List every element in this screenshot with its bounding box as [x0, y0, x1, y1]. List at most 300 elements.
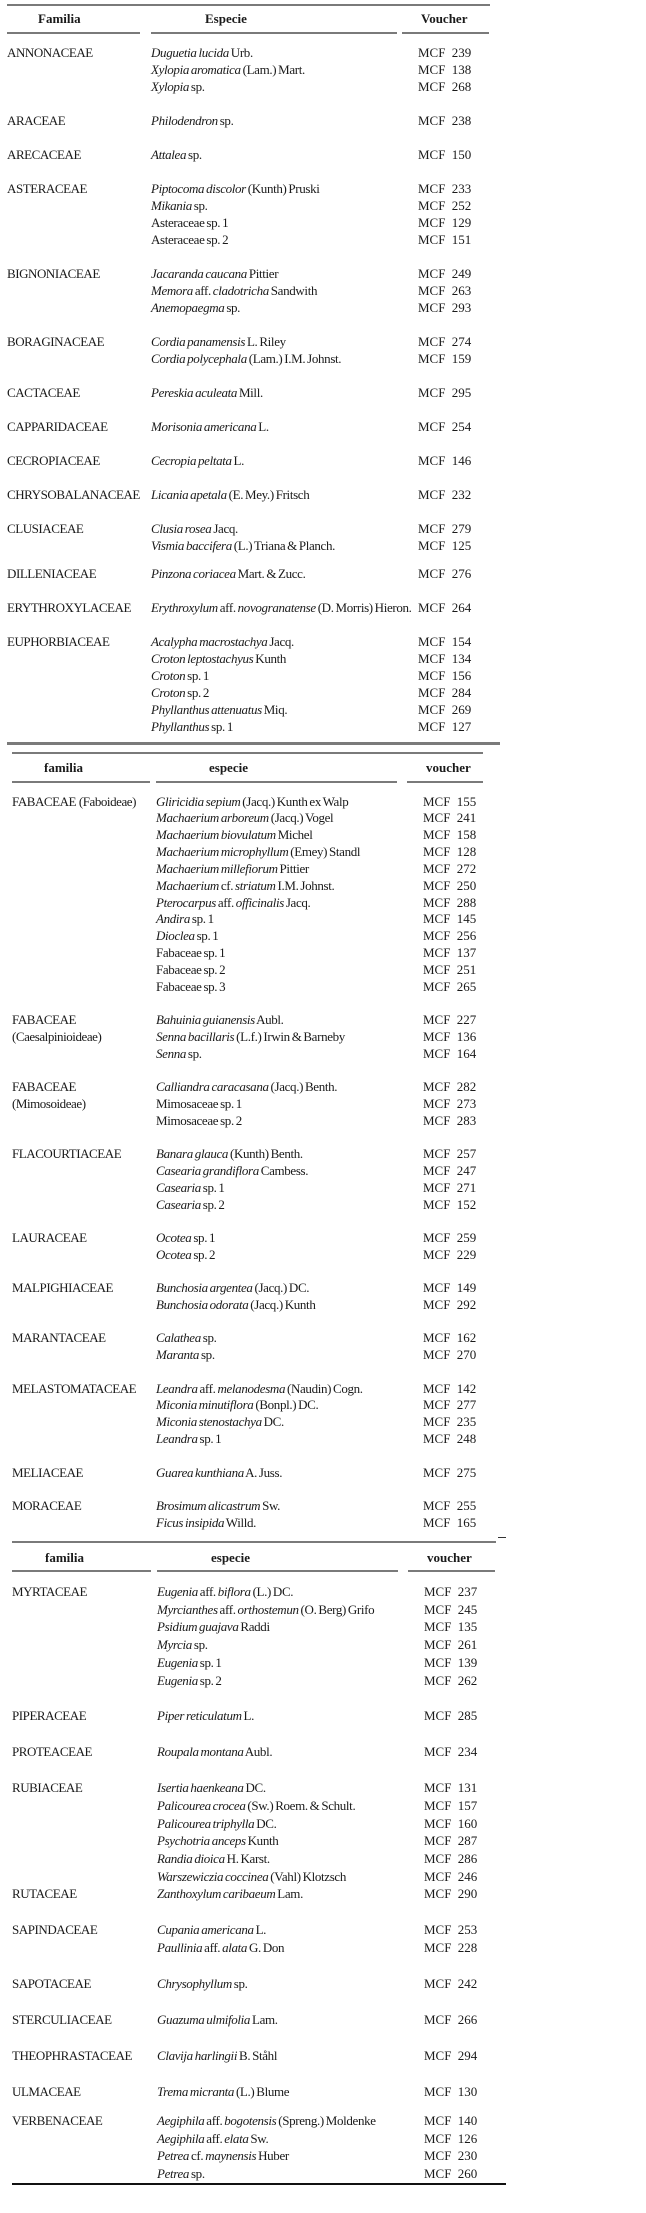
species-epithet-italic: Myrcianthes	[157, 1601, 218, 1617]
species-author-text: aff.	[217, 599, 238, 615]
voucher-number: MCF 293	[418, 299, 472, 315]
table-row	[0, 979, 646, 996]
species-epithet-italic: Casearia	[156, 1196, 201, 1212]
species-name	[151, 667, 414, 684]
species-name	[156, 861, 419, 878]
species-epithet-italic: Attalea	[151, 146, 187, 162]
table-row	[0, 418, 646, 435]
voucher-number: MCF 159	[418, 350, 472, 366]
voucher-number: MCF 151	[418, 231, 472, 247]
species-name	[156, 827, 419, 844]
species-epithet-italic: Zanthoxylum caribaeum	[157, 1886, 276, 1902]
table-row	[0, 810, 646, 827]
species-name	[157, 1618, 420, 1636]
table-row	[0, 1347, 646, 1364]
species-name	[151, 180, 414, 197]
table-row	[0, 650, 646, 667]
species-author-text: (Jacq.) Kunth ex Walp	[240, 793, 349, 809]
species-name	[151, 684, 414, 701]
species-name	[157, 1743, 420, 1761]
species-name	[151, 112, 414, 129]
species-author-text: aff.	[202, 1940, 223, 1956]
species-name	[156, 945, 419, 962]
table-row	[0, 1975, 646, 1993]
voucher-number: MCF 146	[418, 452, 472, 468]
species-author-text: (Jacq.) Vogel	[268, 810, 334, 826]
species-epithet-italic: Mikania	[151, 197, 192, 213]
header-rule	[408, 1570, 495, 1572]
species-name	[151, 384, 414, 401]
species-name	[156, 1230, 419, 1247]
table-row	[0, 1197, 646, 1214]
species-name	[151, 452, 414, 469]
species-epithet-italic: Machaerium	[156, 877, 219, 893]
species-epithet-italic: Cordia panamensis	[151, 333, 246, 349]
family-name: LAURACEAE	[12, 1230, 87, 1246]
species-author-text: Urb.	[228, 44, 253, 60]
species-name	[151, 633, 414, 650]
voucher-number: MCF 248	[423, 1431, 477, 1447]
species-author-text: (L.) Blume	[234, 2083, 290, 2099]
voucher-number: MCF 233	[418, 180, 472, 196]
table-row	[0, 1330, 646, 1347]
table-row	[0, 599, 646, 616]
species-author-text: aff.	[215, 894, 236, 910]
family-group	[0, 1498, 646, 1532]
species-author-text: sp. 1	[190, 911, 214, 927]
family-name: CLUSIACEAE	[7, 520, 84, 536]
column-header-especie: especie	[211, 1550, 250, 1565]
table-row	[0, 2112, 646, 2130]
species-name	[157, 2112, 420, 2130]
voucher-number: MCF 265	[423, 978, 477, 994]
table-row	[0, 1850, 646, 1868]
species-epithet-italic: Clusia rosea	[151, 520, 212, 536]
table-row	[0, 565, 646, 582]
species-epithet-italic: Anemopaegma	[151, 299, 225, 315]
species-name	[151, 650, 414, 667]
species-epithet-italic: Psychotria anceps	[157, 1833, 246, 1849]
table-row	[0, 1163, 646, 1180]
family-group	[0, 1280, 646, 1314]
species-author-text: Jacq.	[211, 520, 238, 536]
species-author-text: cf.	[189, 2148, 206, 2164]
species-name	[151, 333, 414, 350]
table-top-rule	[12, 752, 483, 754]
species-author-text: Fabaceae sp. 2	[156, 961, 226, 977]
family-name: CECROPIACEAE	[7, 452, 100, 468]
voucher-number: MCF 128	[423, 844, 477, 860]
species-name	[157, 1636, 420, 1654]
family-name: SAPINDACEAE	[12, 1922, 98, 1938]
species-author-text: sp.	[186, 1045, 202, 1061]
species-author-text: aff.	[197, 1584, 218, 1599]
species-epithet-italic: novogranatense	[237, 599, 316, 615]
voucher-number: MCF 137	[423, 945, 477, 961]
species-name	[151, 418, 414, 435]
family-group	[0, 1885, 646, 1903]
species-author-text: Willd.	[224, 1514, 257, 1530]
voucher-number: MCF 275	[423, 1464, 477, 1480]
family-group	[0, 146, 646, 163]
species-author-text: DC.	[254, 1815, 277, 1831]
family-group	[0, 2112, 646, 2183]
species-epithet-italic: Cordia polycephala	[151, 350, 247, 366]
table-row	[0, 928, 646, 945]
species-name	[151, 214, 414, 231]
table-row	[0, 112, 646, 129]
species-name	[156, 1397, 419, 1414]
species-name	[156, 1247, 419, 1264]
species-author-text: A. Juss.	[243, 1464, 283, 1480]
species-epithet-italic: Aegiphila	[157, 2130, 205, 2146]
table-row	[0, 1431, 646, 1448]
species-author-text: (Vahl) Klotzsch	[268, 1868, 347, 1884]
species-name	[157, 2130, 420, 2148]
species-name	[156, 1347, 419, 1364]
species-epithet-italic: Gliricidia sepium	[156, 793, 241, 809]
header-rule	[157, 1570, 398, 1572]
species-author-text: Sw.	[260, 1498, 281, 1513]
species-author-text: (L.) Triana & Planch.	[231, 537, 336, 553]
table-row	[0, 1939, 646, 1957]
species-name	[151, 350, 414, 367]
family-name: EUPHORBIACEAE	[7, 633, 110, 649]
species-epithet-italic: cladotricha	[212, 282, 269, 298]
table-row	[0, 1498, 646, 1515]
species-epithet-italic: maynensis	[205, 2148, 257, 2164]
voucher-number: MCF 238	[418, 112, 472, 128]
species-author-text: sp.	[199, 1347, 215, 1363]
species-name	[157, 1707, 420, 1725]
species-epithet-italic: Paullinia	[157, 1940, 203, 1956]
table-row	[0, 146, 646, 163]
species-epithet-italic: Machaerium microphyllum	[156, 844, 289, 860]
table-row	[0, 1583, 646, 1601]
species-author-text: I.M. Johnst.	[275, 877, 335, 893]
voucher-number: MCF 142	[423, 1380, 477, 1396]
species-epithet-italic: Leandra	[156, 1380, 198, 1396]
species-epithet-italic: Eugenia	[157, 1584, 198, 1599]
family-name: MALPIGHIACEAE	[12, 1280, 114, 1296]
voucher-number: MCF 268	[418, 78, 472, 94]
species-author-text: Jacq.	[267, 633, 294, 649]
species-author-text: sp. 1	[194, 928, 219, 944]
voucher-number: MCF 138	[418, 61, 472, 77]
species-epithet-italic: Bunchosia argentea	[156, 1280, 253, 1296]
species-author-text: sp.	[186, 146, 202, 162]
voucher-number: MCF 279	[418, 520, 472, 536]
species-author-text: Sw.	[248, 2130, 269, 2146]
voucher-number: MCF 263	[418, 282, 472, 298]
table-row	[0, 1414, 646, 1431]
voucher-number: MCF 252	[418, 197, 472, 213]
species-epithet-italic: Vismia baccifera	[151, 537, 232, 553]
voucher-number: MCF 270	[423, 1347, 477, 1363]
voucher-number: MCF 237	[424, 1584, 478, 1599]
voucher-number: MCF 256	[423, 928, 477, 944]
table-bottom-rule	[12, 1541, 496, 1543]
species-name	[156, 1498, 419, 1515]
family-name: FLACOURTIACEAE	[12, 1146, 122, 1162]
species-author-text: aff.	[217, 1601, 238, 1617]
rule-dash	[498, 1537, 506, 1538]
family-group	[0, 1465, 646, 1482]
species-author-text: Huber	[256, 2148, 289, 2164]
table-row	[0, 520, 646, 537]
voucher-number: MCF 156	[418, 667, 472, 683]
species-author-text: (L.) DC.	[250, 1584, 294, 1599]
species-name	[156, 844, 419, 861]
species-author-text: Fabaceae sp. 1	[156, 945, 226, 961]
family-group	[0, 384, 646, 401]
species-name	[157, 1885, 420, 1903]
species-epithet-italic: Randia dioica	[157, 1851, 225, 1867]
species-epithet-italic: Jacaranda caucana	[151, 265, 247, 281]
species-epithet-italic: Duguetia lucida	[151, 44, 229, 60]
column-header-voucher: Voucher	[421, 11, 468, 26]
species-name	[156, 1180, 419, 1197]
table-row	[0, 844, 646, 861]
table-row	[0, 2083, 646, 2101]
species-author-text: aff.	[204, 2112, 225, 2128]
species-name	[157, 2147, 420, 2165]
species-epithet-italic: Phyllanthus	[151, 718, 210, 734]
table-row	[0, 282, 646, 299]
species-name	[151, 44, 414, 61]
family-group	[0, 599, 646, 616]
table-row	[0, 1465, 646, 1482]
table-row	[0, 1921, 646, 1939]
family-group	[0, 265, 646, 316]
species-epithet-italic: Calathea	[156, 1330, 201, 1346]
table-body	[0, 794, 646, 1532]
species-author-text: DC.	[261, 1414, 284, 1430]
species-author-text: Raddi	[238, 1619, 270, 1635]
species-name	[157, 1601, 420, 1619]
table-row	[0, 1146, 646, 1163]
species-epithet-italic: Memora	[151, 282, 193, 298]
species-author-text: sp.	[224, 299, 241, 315]
table-row	[0, 1636, 646, 1654]
species-author-text: sp. 2	[200, 1196, 225, 1212]
species-name	[156, 1096, 419, 1113]
voucher-number: MCF 131	[424, 1780, 478, 1796]
species-author-text: sp. 1	[185, 667, 209, 683]
species-epithet-italic: Machaerium arboreum	[156, 810, 269, 826]
species-name	[156, 1297, 419, 1314]
family-group	[0, 1975, 646, 1993]
species-name	[156, 1280, 419, 1297]
family-name: FABACEAE (Caesalpinioideae)	[12, 1012, 102, 1044]
species-author-text: Mimosaceae sp. 1	[156, 1096, 242, 1111]
voucher-number: MCF 160	[424, 1815, 478, 1831]
family-group	[0, 418, 646, 435]
species-epithet-italic: Xylopia aromatica	[151, 61, 241, 77]
species-author-text: (Bonpl.) DC.	[253, 1397, 319, 1413]
table-row	[0, 962, 646, 979]
species-epithet-italic: Brosimum alicastrum	[156, 1498, 261, 1513]
species-epithet-italic: Senna	[156, 1045, 187, 1061]
family-group	[0, 1779, 646, 1885]
species-name	[151, 565, 414, 582]
species-epithet-italic: Miconia stenostachya	[156, 1414, 262, 1430]
species-name	[156, 794, 419, 811]
table-row	[0, 1779, 646, 1797]
table-row	[0, 1247, 646, 1264]
species-epithet-italic: Casearia grandiflora	[156, 1163, 259, 1179]
voucher-number: MCF 276	[418, 565, 472, 581]
voucher-number: MCF 130	[424, 2083, 478, 2099]
species-author-text: L.	[241, 1708, 255, 1724]
voucher-number: MCF 135	[424, 1619, 478, 1635]
voucher-number: MCF 150	[418, 146, 472, 162]
family-group	[0, 1921, 646, 1956]
table-row	[0, 265, 646, 282]
table-row	[0, 911, 646, 928]
voucher-number: MCF 134	[418, 650, 472, 666]
species-epithet-italic: Pterocarpus	[156, 894, 216, 910]
table-row	[0, 333, 646, 350]
voucher-number: MCF 139	[424, 1654, 478, 1670]
voucher-number: MCF 286	[424, 1851, 478, 1867]
species-author-text: (O. Berg) Grifo	[298, 1601, 375, 1617]
species-name	[156, 878, 419, 895]
voucher-number: MCF 247	[423, 1163, 477, 1179]
species-author-text: sp.	[217, 112, 234, 128]
species-author-text: sp. 1	[209, 718, 233, 734]
species-author-text: L.	[253, 1922, 267, 1938]
voucher-number: MCF 145	[423, 911, 477, 927]
voucher-number: MCF 154	[418, 633, 472, 649]
table-row	[0, 61, 646, 78]
family-name: MELASTOMATACEAE	[12, 1380, 137, 1396]
table-row	[0, 231, 646, 248]
voucher-number: MCF 283	[423, 1112, 477, 1128]
table-row	[0, 1797, 646, 1815]
species-name	[151, 599, 414, 616]
family-name: DILLENIACEAE	[7, 565, 97, 581]
family-group	[0, 1381, 646, 1448]
table-row	[0, 1381, 646, 1398]
species-name	[157, 2011, 420, 2029]
table-top-rule	[7, 4, 490, 6]
voucher-number: MCF 262	[424, 1672, 478, 1688]
family-name: MELIACEAE	[12, 1464, 84, 1480]
family-group	[0, 1146, 646, 1213]
voucher-number: MCF 266	[424, 2011, 478, 2027]
species-epithet-italic: Chrysophyllum	[157, 1975, 232, 1991]
table-row	[0, 1654, 646, 1672]
species-name	[151, 718, 414, 735]
species-name	[156, 911, 419, 928]
voucher-number: MCF 164	[423, 1045, 477, 1061]
species-epithet-italic: Machaerium millefiorum	[156, 860, 278, 876]
table-row	[0, 486, 646, 503]
voucher-number: MCF 241	[423, 810, 477, 826]
species-epithet-italic: Andira	[156, 911, 191, 927]
family-group	[0, 1583, 646, 1689]
table-row	[0, 1601, 646, 1619]
voucher-number: MCF 255	[423, 1498, 477, 1513]
table-row	[0, 350, 646, 367]
species-name	[151, 299, 414, 316]
species-name	[157, 1975, 420, 1993]
table-row	[0, 1707, 646, 1725]
header-rule	[12, 1570, 151, 1572]
table-row	[0, 2147, 646, 2165]
family-group	[0, 452, 646, 469]
species-epithet-italic: alata	[222, 1940, 248, 1956]
family-name: RUTACEAE	[12, 1886, 77, 1902]
family-group	[0, 1079, 646, 1130]
species-author-text: (Naudin) Cogn.	[285, 1380, 363, 1396]
species-author-text: B. Ståhl	[237, 2047, 278, 2063]
voucher-number: MCF 125	[418, 537, 472, 553]
voucher-number: MCF 127	[418, 718, 472, 734]
species-epithet-italic: Croton leptostachyus	[151, 650, 254, 666]
species-name	[157, 2165, 420, 2183]
table-row	[0, 1012, 646, 1029]
species-author-text: L.	[231, 452, 245, 468]
species-name	[157, 1921, 420, 1939]
species-epithet-italic: Phyllanthus attenuatus	[151, 701, 262, 717]
species-name	[151, 231, 414, 248]
species-name	[151, 520, 414, 537]
family-name: ASTERACEAE	[7, 180, 88, 196]
column-header-voucher: voucher	[427, 1550, 472, 1565]
species-author-text: sp.	[191, 197, 208, 213]
family-name: ULMACEAE	[12, 2083, 81, 2099]
header-rule	[12, 781, 150, 783]
species-author-text: sp. 1	[197, 1431, 222, 1447]
table-row	[0, 1515, 646, 1532]
table-row	[0, 684, 646, 701]
species-author-text: Lam.	[275, 1886, 303, 1902]
column-header-familia: familia	[44, 760, 83, 775]
species-epithet-italic: Acalypha macrostachya	[151, 633, 268, 649]
species-author-text: H. Karst.	[224, 1851, 270, 1867]
species-epithet-italic: Xylopia	[151, 78, 189, 94]
table-row	[0, 384, 646, 401]
voucher-number: MCF 234	[424, 1744, 478, 1760]
voucher-number: MCF 288	[423, 894, 477, 910]
species-author-text: cf.	[218, 877, 236, 893]
species-name	[151, 701, 414, 718]
voucher-number: MCF 274	[418, 333, 472, 349]
species-name	[156, 1431, 419, 1448]
voucher-number: MCF 257	[423, 1146, 477, 1162]
species-epithet-italic: Piper reticulatum	[157, 1708, 242, 1724]
table-row	[0, 1743, 646, 1761]
table-row	[0, 1885, 646, 1903]
table-row	[0, 633, 646, 650]
table-row	[0, 1046, 646, 1063]
species-name	[156, 1146, 419, 1163]
family-name: ARECACEAE	[7, 146, 81, 162]
family-group	[0, 2011, 646, 2029]
species-name	[156, 1515, 419, 1532]
voucher-number: MCF 149	[423, 1280, 477, 1296]
species-name	[157, 1850, 420, 1868]
species-author-text: Kunth	[253, 650, 287, 666]
species-epithet-italic: Myrcia	[157, 1637, 192, 1653]
family-name: MORACEAE	[12, 1498, 82, 1513]
table-bottom-rule	[12, 2183, 506, 2185]
table-row	[0, 1832, 646, 1850]
species-author-text: sp.	[191, 1637, 208, 1653]
species-author-text: Aubl.	[243, 1744, 273, 1760]
